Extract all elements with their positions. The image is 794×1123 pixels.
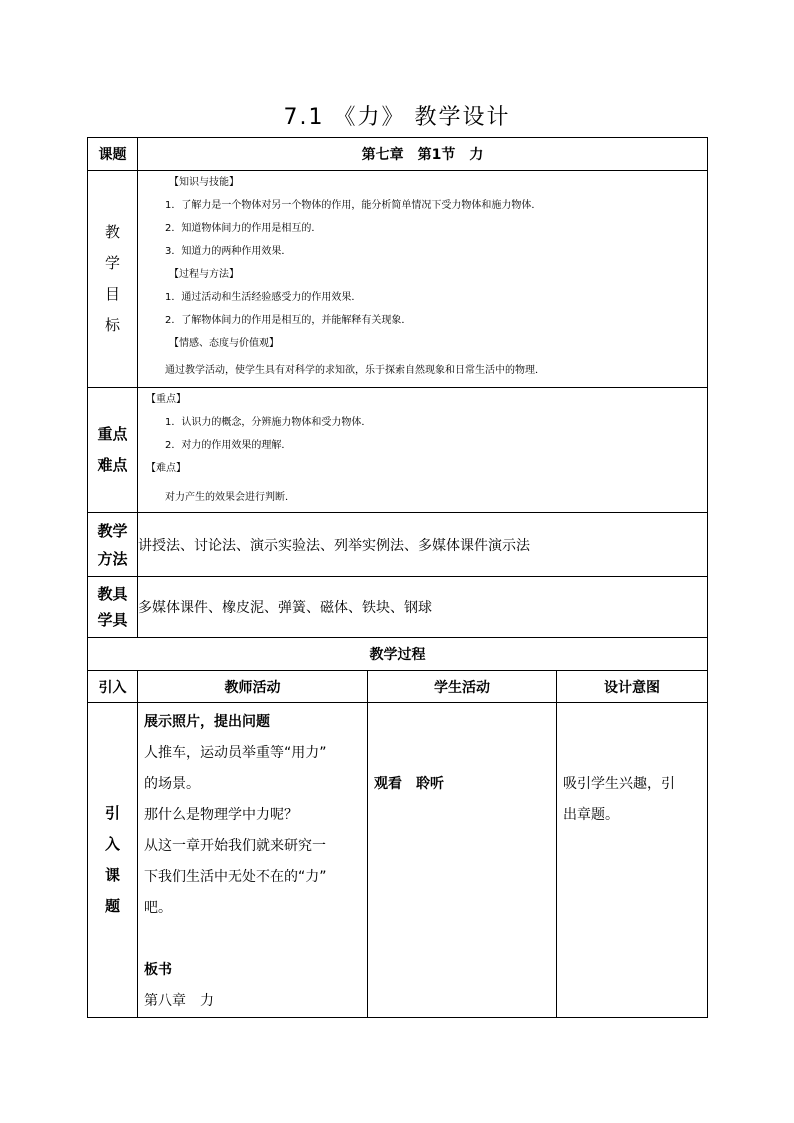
design-purpose-line: 出章题。 (563, 807, 619, 823)
teacher-activity-cell (138, 703, 368, 1018)
objectives-heading-process: 【过程与方法】 (169, 269, 239, 280)
teacher-activity-line: 人推车，运动员举重等“用力” (144, 745, 327, 761)
objectives-label-char: 标 (104, 316, 120, 334)
teacher-activity-title: 展示照片，提出问题 (144, 714, 270, 730)
teacher-activity-spacer (144, 924, 361, 955)
objectives-item: 2．了解物体间力的作用是相互的，并能解释有关现象． (165, 315, 412, 326)
objectives-item: 1．通过活动和生活经验感受力的作用效果． (165, 292, 362, 303)
objectives-label-char: 目 (104, 285, 120, 303)
methods-row (88, 513, 708, 577)
process-header-row (88, 671, 708, 703)
board-title: 板书 (144, 962, 172, 978)
teacher-activity-line: 那什么是物理学中力呢？ (144, 807, 298, 823)
objectives-heading-attitude: 【情感、态度与价值观】 (169, 338, 279, 349)
keypoints-item: 对力产生的效果会进行判断． (165, 492, 295, 503)
objectives-item: 2．知道物体间力的作用是相互的． (165, 223, 322, 234)
teacher-activity-line: 的场景。 (144, 776, 200, 792)
intro-label-char: 课 (104, 866, 120, 884)
topic-value: 第七章 第1节 力 (138, 138, 708, 171)
objectives-label-char: 学 (104, 254, 120, 272)
keypoints-item: 2．对力的作用效果的理解． (165, 440, 292, 451)
teacher-activity-line: 从这一章开始我们就来研究一 (144, 838, 326, 854)
column-header-intro: 引入 (88, 671, 138, 703)
methods-label (88, 513, 138, 577)
keypoints-heading-difficult: 【难点】 (146, 463, 186, 474)
topic-row (88, 138, 708, 171)
student-activity-cell (368, 703, 557, 1018)
process-heading-row (88, 638, 708, 671)
objectives-label (88, 171, 138, 388)
topic-label: 课题 (88, 138, 138, 171)
design-purpose-cell (557, 703, 708, 1018)
board-text: 第八章 力 (144, 993, 214, 1009)
objectives-heading-knowledge: 【知识与技能】 (169, 177, 239, 188)
intro-label-char: 入 (104, 835, 120, 853)
column-header-purpose: 设计意图 (557, 671, 708, 703)
keypoints-content (138, 388, 708, 513)
design-purpose-line: 吸引学生兴趣，引 (563, 776, 675, 792)
methods-label-line: 教学 (97, 521, 128, 540)
intro-label-char: 引 (104, 804, 120, 822)
objectives-item: 1．了解力是一个物体对另一个物体的作用，能分析简单情况下受力物体和施力物体． (165, 200, 542, 211)
tools-label-line: 学具 (97, 611, 128, 629)
objectives-item: 通过教学活动，使学生具有对科学的求知欲，乐于探索自然现象和日常生活中的物理． (165, 365, 545, 376)
objectives-label-char: 教 (104, 223, 120, 241)
teacher-activity-line: 吧。 (144, 900, 172, 916)
keypoints-row (88, 388, 708, 513)
column-header-teacher: 教师活动 (138, 671, 368, 703)
keypoints-label-line: 重点 (97, 425, 128, 443)
intro-label (88, 703, 138, 1018)
keypoints-label (88, 388, 138, 513)
intro-row (88, 703, 708, 1018)
page-title: 7.1 《力》 教学设计 (283, 105, 511, 130)
methods-label-line: 方法 (97, 549, 128, 568)
objectives-content (138, 171, 708, 388)
process-heading: 教学过程 (88, 638, 708, 671)
tools-label-line: 教具 (97, 585, 128, 603)
methods-value: 讲授法、讨论法、演示实验法、列举实例法、多媒体课件演示法 (138, 513, 708, 577)
keypoints-heading-key: 【重点】 (146, 394, 186, 405)
keypoints-label-line: 难点 (97, 456, 128, 474)
intro-label-char: 题 (104, 897, 120, 915)
objectives-item: 3．知道力的两种作用效果． (165, 246, 292, 257)
objectives-row (88, 171, 708, 388)
lesson-plan-table (87, 137, 708, 1018)
keypoints-item: 1．认识力的概念，分辨施力物体和受力物体． (165, 417, 372, 428)
tools-label (88, 577, 138, 638)
tools-value: 多媒体课件、橡皮泥、弹簧、磁体、铁块、钢球 (138, 577, 708, 638)
column-header-student: 学生活动 (368, 671, 557, 703)
teacher-activity-line: 下我们生活中无处不在的“力” (144, 869, 327, 885)
tools-row (88, 577, 708, 638)
student-activity-text: 观看 聆听 (374, 776, 444, 792)
